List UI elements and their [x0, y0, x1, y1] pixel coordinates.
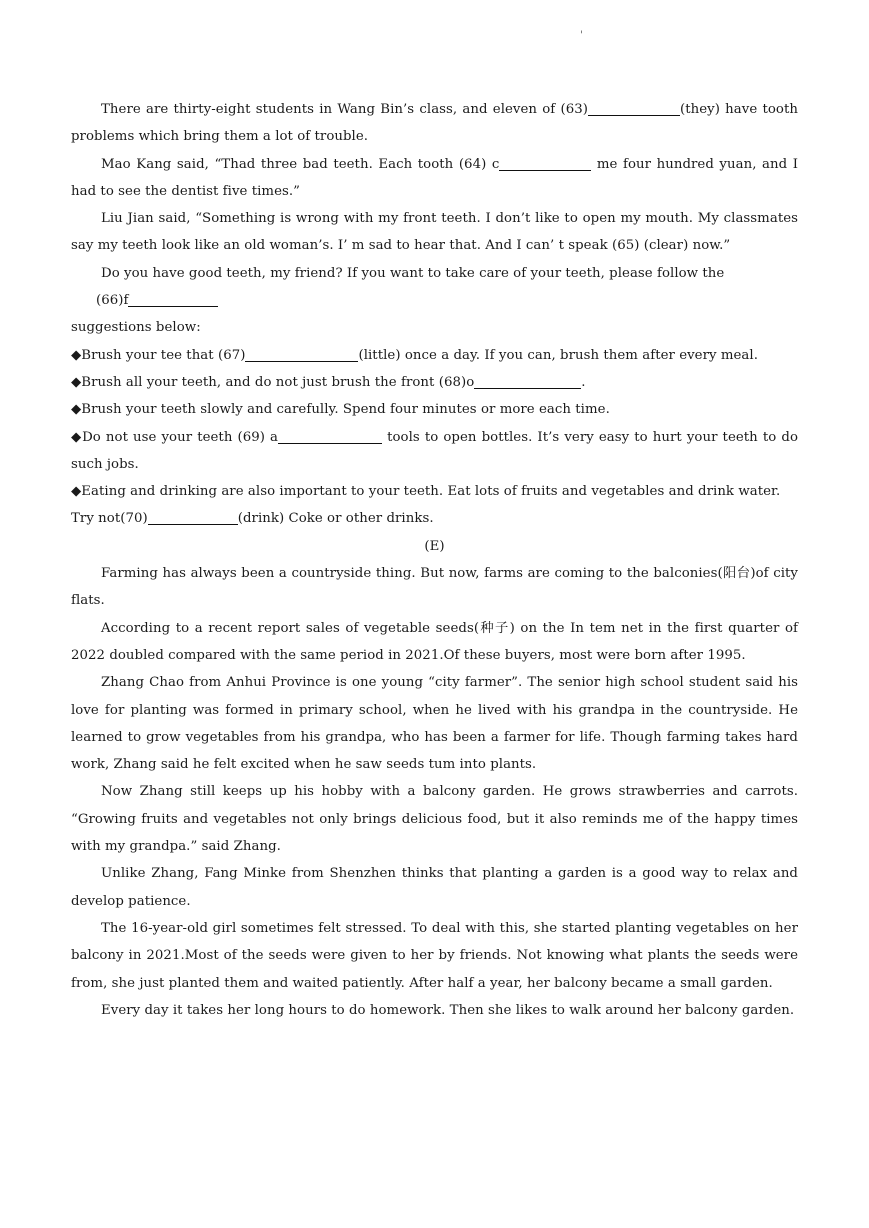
blank-66[interactable]: [128, 291, 218, 307]
blank-70[interactable]: [148, 509, 238, 525]
text: ◆Brush your tee that (67): [71, 347, 246, 363]
text: Try not(70): [71, 511, 148, 527]
suggestions-intro: suggestions below:: [71, 320, 201, 336]
passage-e-paragraph-6: The 16-year-old girl sometimes felt stressed. To deal with this, she started planting vegetables on her balcony in 2021.Most of the seeds were given to her by friends. Not knowing what plants the seeds were from, she just planted them and waited patiently. After half a year, her balcony became a small garden.: [71, 920, 798, 991]
section-label: (E): [424, 538, 445, 554]
document-body: [71, 96, 798, 1024]
paragraph-64: [71, 151, 798, 206]
passage-e-paragraph-7: Every day it takes her long hours to do homework. Then she likes to walk around her balcony garden.: [101, 1002, 795, 1018]
text: (drink) Coke or other drinks.: [237, 511, 434, 527]
blank-63[interactable]: [588, 100, 680, 116]
paragraph-65: Liu Jian said, “Something is wrong with my front teeth. I don’t like to open my mouth. My classmates say my teeth look like an old woman’s. I’ m sad to hear that. And I can’ t speak (65) (clear) now.”: [71, 211, 798, 254]
text: ◆Do not use your teeth (69) a: [71, 429, 279, 445]
passage-e-paragraph-1: Farming has always been a countryside thing. But now, farms are coming to the balconies(阳台)of city flats.: [71, 566, 798, 609]
bullet-68: [71, 369, 798, 396]
passage-e-paragraph-5: Unlike Zhang, Fang Minke from Shenzhen thinks that planting a garden is a good way to relax and develop patience.: [71, 866, 798, 909]
text: There are thirty-eight students in Wang Bin’s class, and eleven of (63): [101, 102, 588, 117]
passage-e-paragraph-3: Zhang Chao from Anhui Province is one young “city farmer”. The senior high school student said his love for planting was formed in primary school, when he lived with his grandpa in the countryside. He learned to grow vegetables from his grandpa, who has been a farmer for life. Though farming takes hard work, Zhang said he felt excited when he saw seeds tum into plants.: [71, 675, 798, 773]
text: (they) have tooth problems which bring them a lot of trouble.: [71, 102, 798, 145]
passage-e-paragraph-2: According to a recent report sales of vegetable seeds(种子) on the In tem net in the first quarter of 2022 doubled compared with the same period in 2021.Of these buyers, most were born after 1995.: [71, 620, 798, 663]
text: ◆Brush all your teeth, and do not just brush the front (68)o: [71, 374, 475, 390]
paragraph-70: [71, 505, 798, 532]
text: Mao Kang said, “Thad three bad teeth. Each tooth (64) c: [101, 156, 500, 172]
bullet-69: [71, 424, 798, 479]
blank-69[interactable]: [278, 428, 382, 444]
text: (little) once a day. If you can, brush them after every meal.: [358, 347, 758, 363]
text: Do you have good teeth, my friend? If you want to take care of your teeth, please follow the: [101, 265, 725, 281]
bullet-brush-slowly: ◆Brush your teeth slowly and carefully. Spend four minutes or more each time.: [71, 402, 610, 418]
header-mark: ': [580, 30, 583, 41]
blank-68[interactable]: [474, 373, 581, 389]
text: me four hundred yuan, and I had to see the dentist five times.”: [71, 156, 799, 199]
text: (66)f: [96, 293, 129, 309]
blank-67[interactable]: [245, 346, 358, 362]
passage-e-paragraph-4: Now Zhang still keeps up his hobby with a balcony garden. He grows strawberries and carrots. “Growing fruits and vegetables not only brings delicious food, but it also reminds me of the happy times with my grandpa.” said Zhang.: [71, 784, 798, 855]
blank-64[interactable]: [499, 155, 591, 171]
bullet-eating: ◆Eating and drinking are also important to your teeth. Eat lots of fruits and vegetables and drink water.: [71, 484, 781, 500]
paragraph-66-blank-line: [71, 287, 798, 314]
paragraph-66: [71, 260, 798, 287]
bullet-67: [71, 342, 798, 369]
text: .: [581, 374, 586, 390]
paragraph-63: [71, 96, 798, 151]
text: tools to open bottles. It’s very easy to hurt your teeth to do such jobs.: [71, 429, 798, 472]
